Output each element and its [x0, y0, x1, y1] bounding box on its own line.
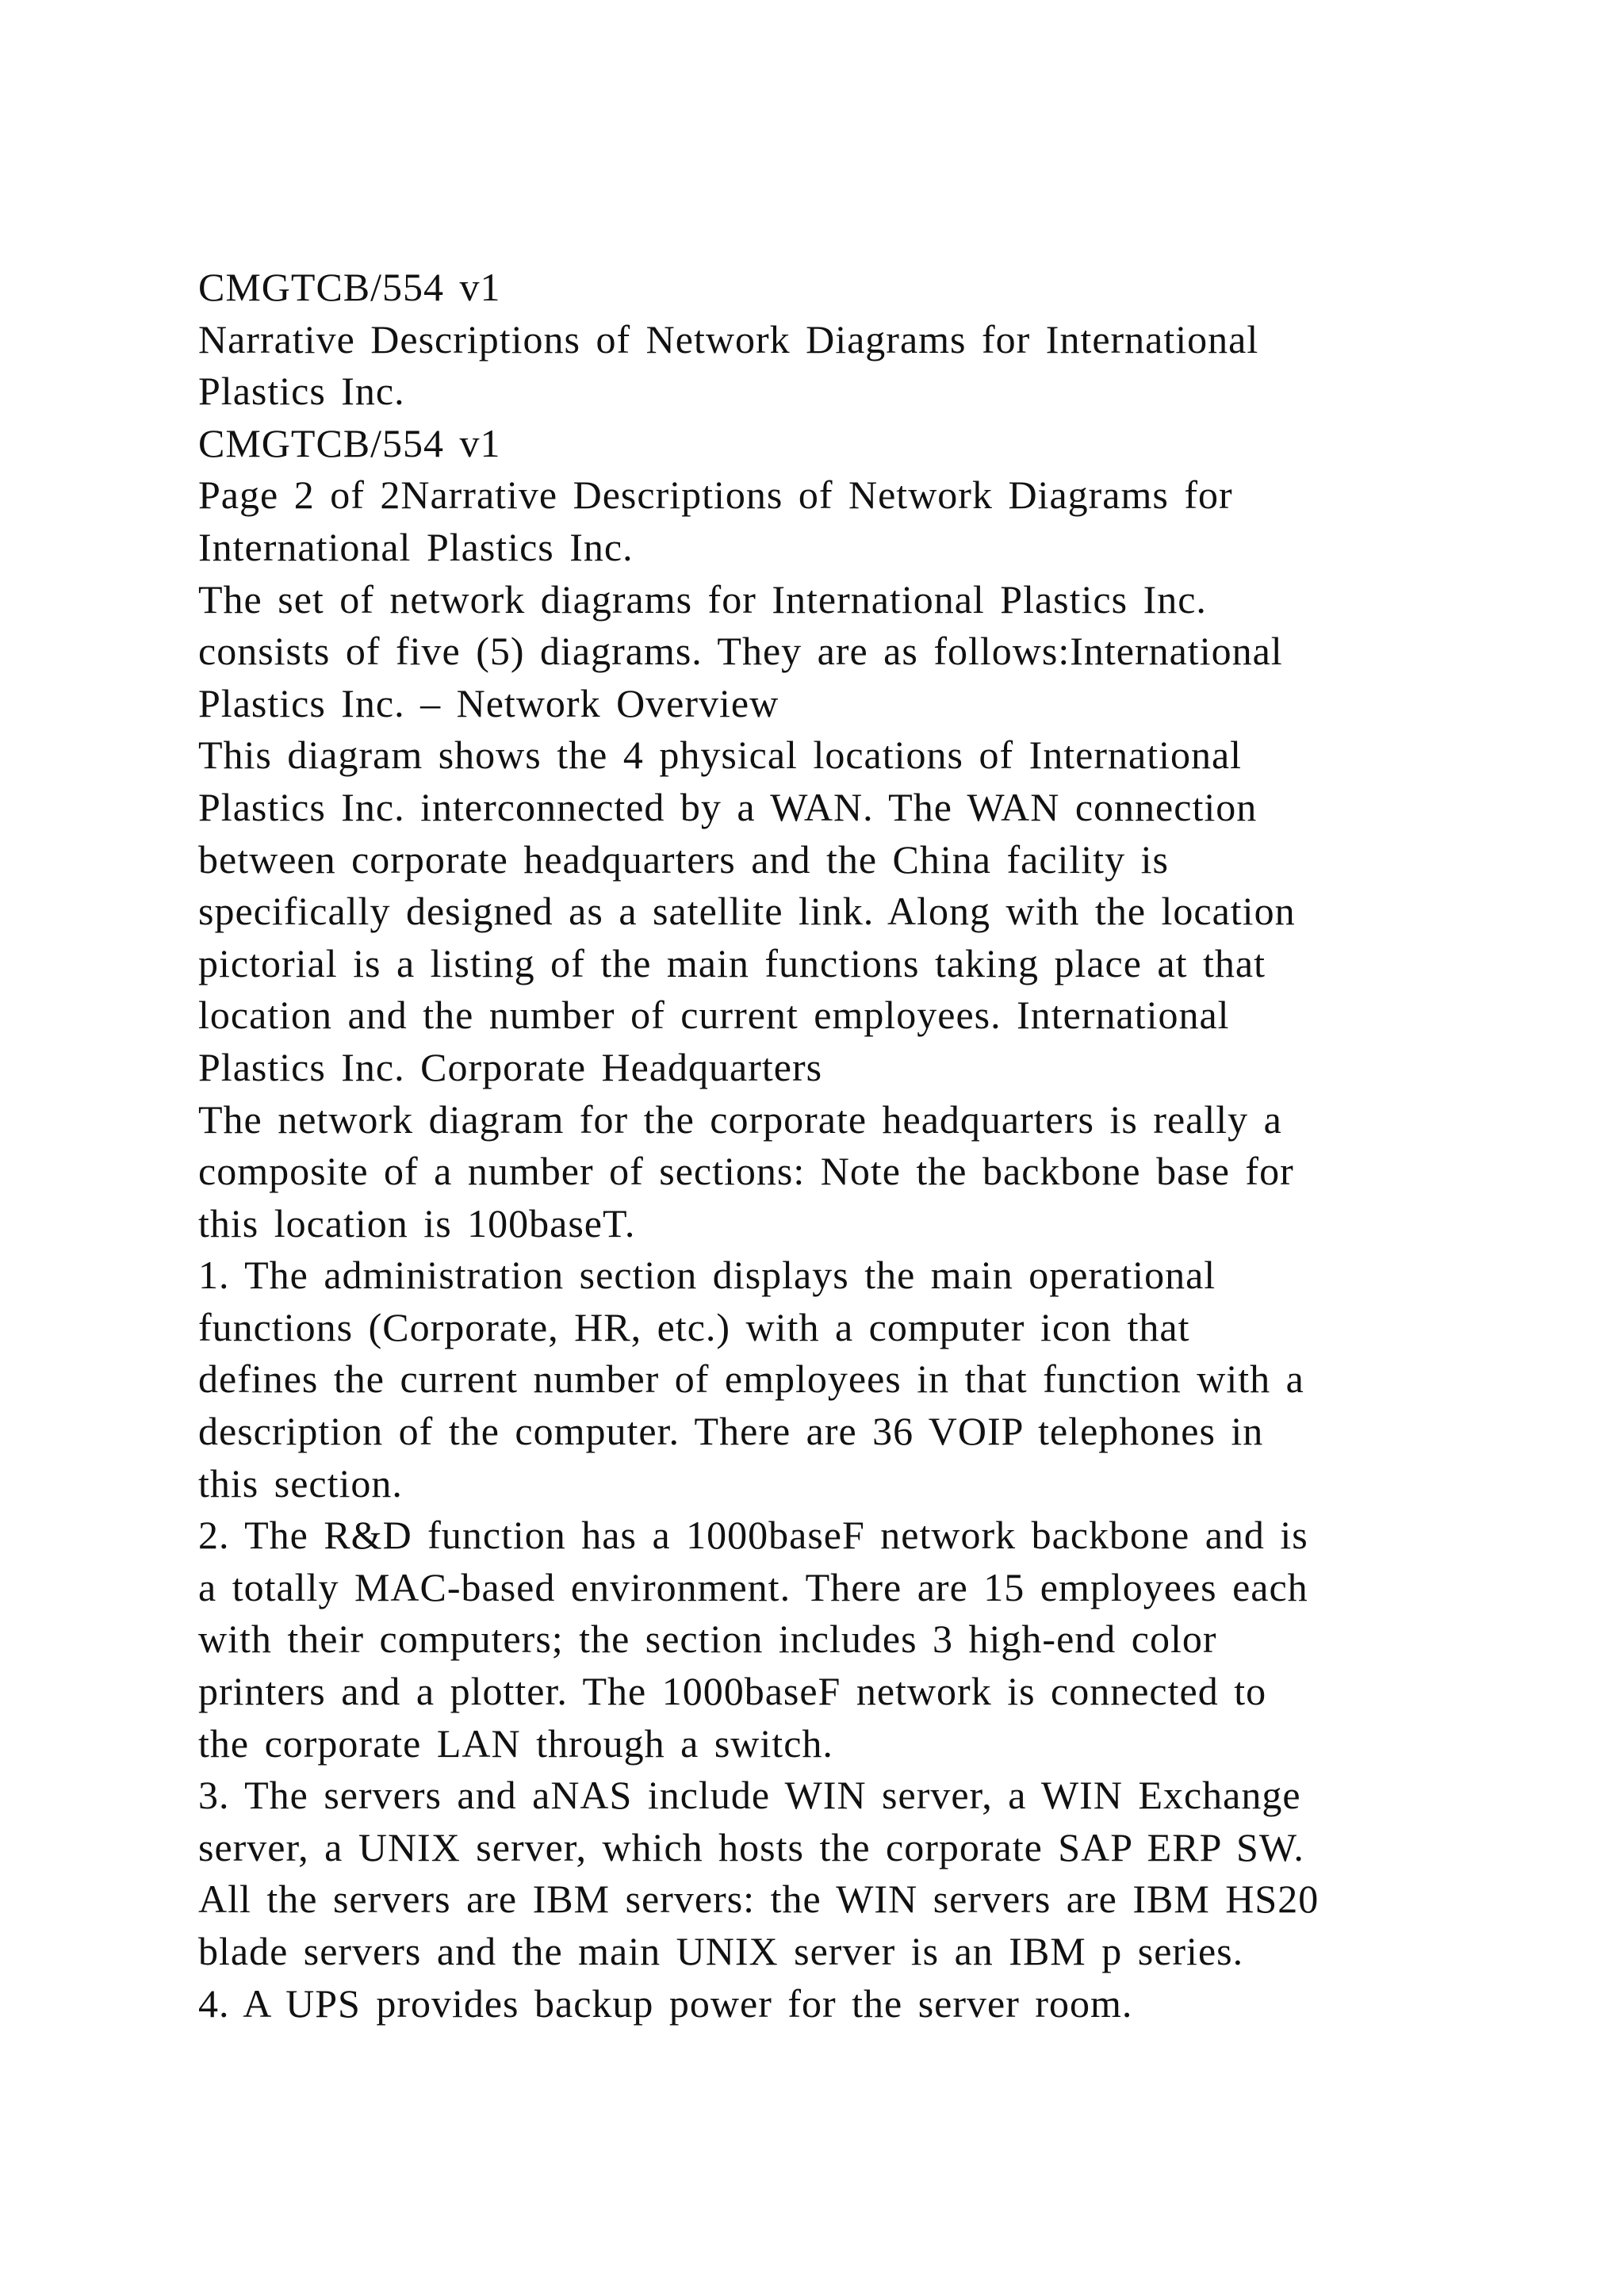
list-item-ups: 4. A UPS provides backup power for the server room. — [198, 1980, 1133, 2026]
list-item-r-and-d: printers and a plotter. The 1000baseF network is connected to — [198, 1669, 1267, 1714]
headquarters-text-line: composite of a number of sections: Note the backbone base for — [198, 1149, 1294, 1194]
list-item-administration: this section. — [198, 1460, 403, 1506]
list-item-r-and-d: 2. The R&D function has a 1000baseF network backbone and is — [198, 1513, 1308, 1558]
list-item-r-and-d: the corporate LAN through a switch. — [198, 1720, 833, 1766]
headquarters-text-line: The network diagram for the corporate headquarters is really a — [198, 1096, 1282, 1142]
list-item-administration: defines the current number of employees in that function with a — [198, 1357, 1304, 1402]
list-item-administration: 1. The administration section displays the main operational — [198, 1253, 1216, 1298]
running-header-course-code: CMGTCB/554 v1 — [198, 420, 501, 465]
list-item-servers: blade servers and the main UNIX server is an IBM p series. — [198, 1929, 1244, 1973]
list-item-administration: functions (Corporate, HR, etc.) with a computer icon that — [198, 1304, 1190, 1349]
overview-text-line: location and the number of current employees. International — [198, 993, 1230, 1038]
headquarters-text-line: this location is 100baseT. — [198, 1200, 636, 1246]
list-item-administration: description of the computer. There are 36 VOIP telephones in — [198, 1409, 1264, 1454]
header-title-line-2: Plastics Inc. — [198, 369, 405, 414]
intro-text-line: consists of five (5) diagrams. They are as follows:International — [198, 629, 1283, 674]
header-title-line-1: Narrative Descriptions of Network Diagrams for International — [198, 316, 1259, 362]
list-item-servers: All the servers are IBM servers: the WIN servers are IBM HS20 — [198, 1877, 1320, 1922]
header-course-code: CMGTCB/554 v1 — [198, 265, 501, 309]
overview-text-line: This diagram shows the 4 physical locations of International — [198, 733, 1243, 778]
title-continuation: International Plastics Inc. — [198, 524, 634, 569]
intro-text-line: The set of network diagrams for International Plastics Inc. — [198, 576, 1207, 622]
page-number-and-title: Page 2 of 2Narrative Descriptions of Network Diagrams for — [198, 473, 1233, 518]
overview-text-line: pictorial is a listing of the main functions taking place at that — [198, 940, 1266, 985]
list-item-servers: server, a UNIX server, which hosts the corporate SAP ERP SW. — [198, 1824, 1304, 1869]
overview-text-line: specifically designed as a satellite link. Along with the location — [198, 889, 1296, 934]
section-heading-corporate-headquarters: Plastics Inc. Corporate Headquarters — [198, 1044, 823, 1089]
document-body — [198, 262, 1467, 2030]
section-heading-network-overview: Plastics Inc. – Network Overview — [198, 680, 779, 725]
list-item-r-and-d: a totally MAC-based environment. There are 15 employees each — [198, 1564, 1308, 1609]
list-item-r-and-d: with their computers; the section includes 3 high-end color — [198, 1617, 1217, 1662]
overview-text-line: between corporate headquarters and the China facility is — [198, 836, 1169, 882]
list-item-servers: 3. The servers and aNAS include WIN server, a WIN Exchange — [198, 1773, 1301, 1818]
overview-text-line: Plastics Inc. interconnected by a WAN. The WAN connection — [198, 784, 1258, 829]
